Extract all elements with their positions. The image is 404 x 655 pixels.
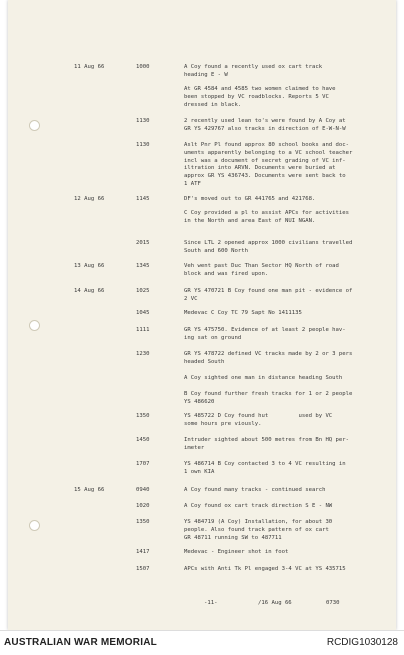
entry-text-line: GR 48711 running SW to 487711 [184, 534, 282, 541]
entry-text-line: GR YS 470721 B Coy found one man pit - evidence of [184, 288, 353, 294]
entry-text-line: A Coy sighted one man in distance heading South [184, 375, 343, 381]
entry-text-line: ing sat on ground [184, 334, 242, 341]
entry-time: 1130 [136, 118, 150, 124]
footer-time: 0730 [326, 600, 340, 606]
entry-text-line: YS 485722 D Coy found hut used by VC [184, 413, 333, 419]
entry-text-line: YS 484719 (A Coy) Installation, for about 30 [184, 519, 333, 525]
entry-time: 1130 [136, 142, 150, 148]
page-number: -11- [204, 600, 218, 606]
entry-text-line: headed South [184, 358, 225, 365]
entry-date: 12 Aug 66 [74, 196, 105, 202]
entry-text-line: 1 own KIA [184, 468, 215, 475]
entry-time: 1020 [136, 503, 150, 509]
entry-date: 13 Aug 66 [74, 263, 105, 269]
entry-text-line: Intruder sighted about 500 metres from Bn HQ per- [184, 437, 350, 443]
entry-time: 1345 [136, 263, 150, 269]
entry-text-line: iltration into ARVN. Documents were buried at [184, 165, 336, 172]
entry-text-line: Medevac C Coy TC 79 Sapt No 1411135 [184, 310, 302, 316]
entry-text-line: Aslt Pnr Pl found approx 80 school books and doc- [184, 142, 350, 148]
punch-hole [29, 120, 40, 131]
entry-date: 15 Aug 66 [74, 487, 105, 493]
entry-text-line: imeter [184, 444, 205, 451]
entry-text-line: A Coy found ox cart track direction S E - NW [184, 503, 333, 509]
entry-time: 1111 [136, 327, 150, 333]
entry-text-line: South and 600 North [184, 247, 248, 254]
entry-text-line: APCs with Anti Tk Pl engaged 3-4 VC at YS 435715 [184, 566, 346, 572]
entry-time: 2015 [136, 240, 150, 246]
entry-text-line: Medevac - Engineer shot in foot [184, 549, 289, 555]
entry-text-line: A Coy found a recently used ox cart track [184, 64, 323, 70]
entry-text-line: YS 486714 B Coy contacted 3 to 4 VC resulting in [184, 461, 346, 467]
entry-time: 1025 [136, 288, 150, 294]
entry-text-line: Veh went past Duc Than Sector HQ North of road [184, 263, 339, 269]
entry-time: 1417 [136, 549, 150, 555]
document-page [8, 0, 396, 630]
record-id: RCDIG1030128 [326, 637, 398, 648]
entry-text-line: B Coy found further fresh tracks for 1 or 2 people [184, 391, 353, 397]
entry-time: 1000 [136, 64, 150, 70]
footer-date: /16 Aug 66 [258, 600, 292, 606]
entry-text-line: dressed in black. [184, 101, 242, 108]
entry-text-line: 1 ATF [184, 181, 201, 187]
entry-text-line: At GR 4584 and 4585 two women claimed to have [184, 86, 336, 92]
entry-time: 1507 [136, 566, 150, 572]
entry-time: 1145 [136, 196, 150, 202]
entry-date: 14 Aug 66 [74, 288, 105, 294]
entry-text-line: YS 486620 [184, 398, 215, 405]
entry-text-line: GR YS 429767 also tracks in direction of E-W-N-W [184, 125, 346, 132]
entry-time: 1230 [136, 351, 150, 357]
awm-credit: AUSTRALIAN WAR MEMORIAL [4, 637, 157, 648]
entry-text-line: Since LTL 2 opened approx 1000 civilians travelled [184, 240, 353, 246]
entry-text-line: heading E - W [184, 71, 228, 78]
attribution-bar [0, 630, 404, 655]
entry-time: 1450 [136, 437, 150, 443]
entry-text-line: GR YS 475750. Evidence of at least 2 people hav- [184, 327, 346, 333]
entry-date: 11 Aug 66 [74, 64, 105, 70]
entry-text-line: DF's moved out to GR 441765 and 421768. [184, 196, 316, 202]
entry-text-line: C Coy provided a pl to assist APCs for activities [184, 210, 350, 216]
entry-text-line: been stopped by VC roadblocks. Reports 5 VC [184, 93, 329, 100]
punch-hole [29, 320, 40, 331]
punch-hole [29, 520, 40, 531]
entry-text-line: 2 VC [184, 295, 198, 302]
entry-text-line: some hours pre viously. [184, 420, 262, 427]
entry-text-line: uments apparently belonging to a VC school teacher [184, 149, 353, 156]
entry-time: 1350 [136, 413, 150, 419]
entry-time: 1350 [136, 519, 150, 525]
entry-time: 0940 [136, 487, 150, 493]
entry-text-line: approx GR YS 436743. Documents were sent back to [184, 173, 346, 180]
entry-text-line: people. Also found track pattern of ox cart [184, 526, 329, 533]
entry-time: 1045 [136, 310, 150, 316]
entry-text-line: in the North and area East of NUI NGAN. [184, 217, 316, 224]
entry-time: 1707 [136, 461, 150, 467]
entry-text-line: 2 recently used lean to's were found by A Coy at [184, 118, 346, 124]
entry-text-line: A Coy found many tracks - continued search [184, 487, 326, 493]
entry-text-line: block and was fired upon. [184, 270, 269, 277]
entry-text-line: GR YS 478722 defined VC tracks made by 2 or 3 pers [184, 351, 353, 357]
entry-text-line: incl was a document of secret grading of VC inf- [184, 157, 346, 164]
